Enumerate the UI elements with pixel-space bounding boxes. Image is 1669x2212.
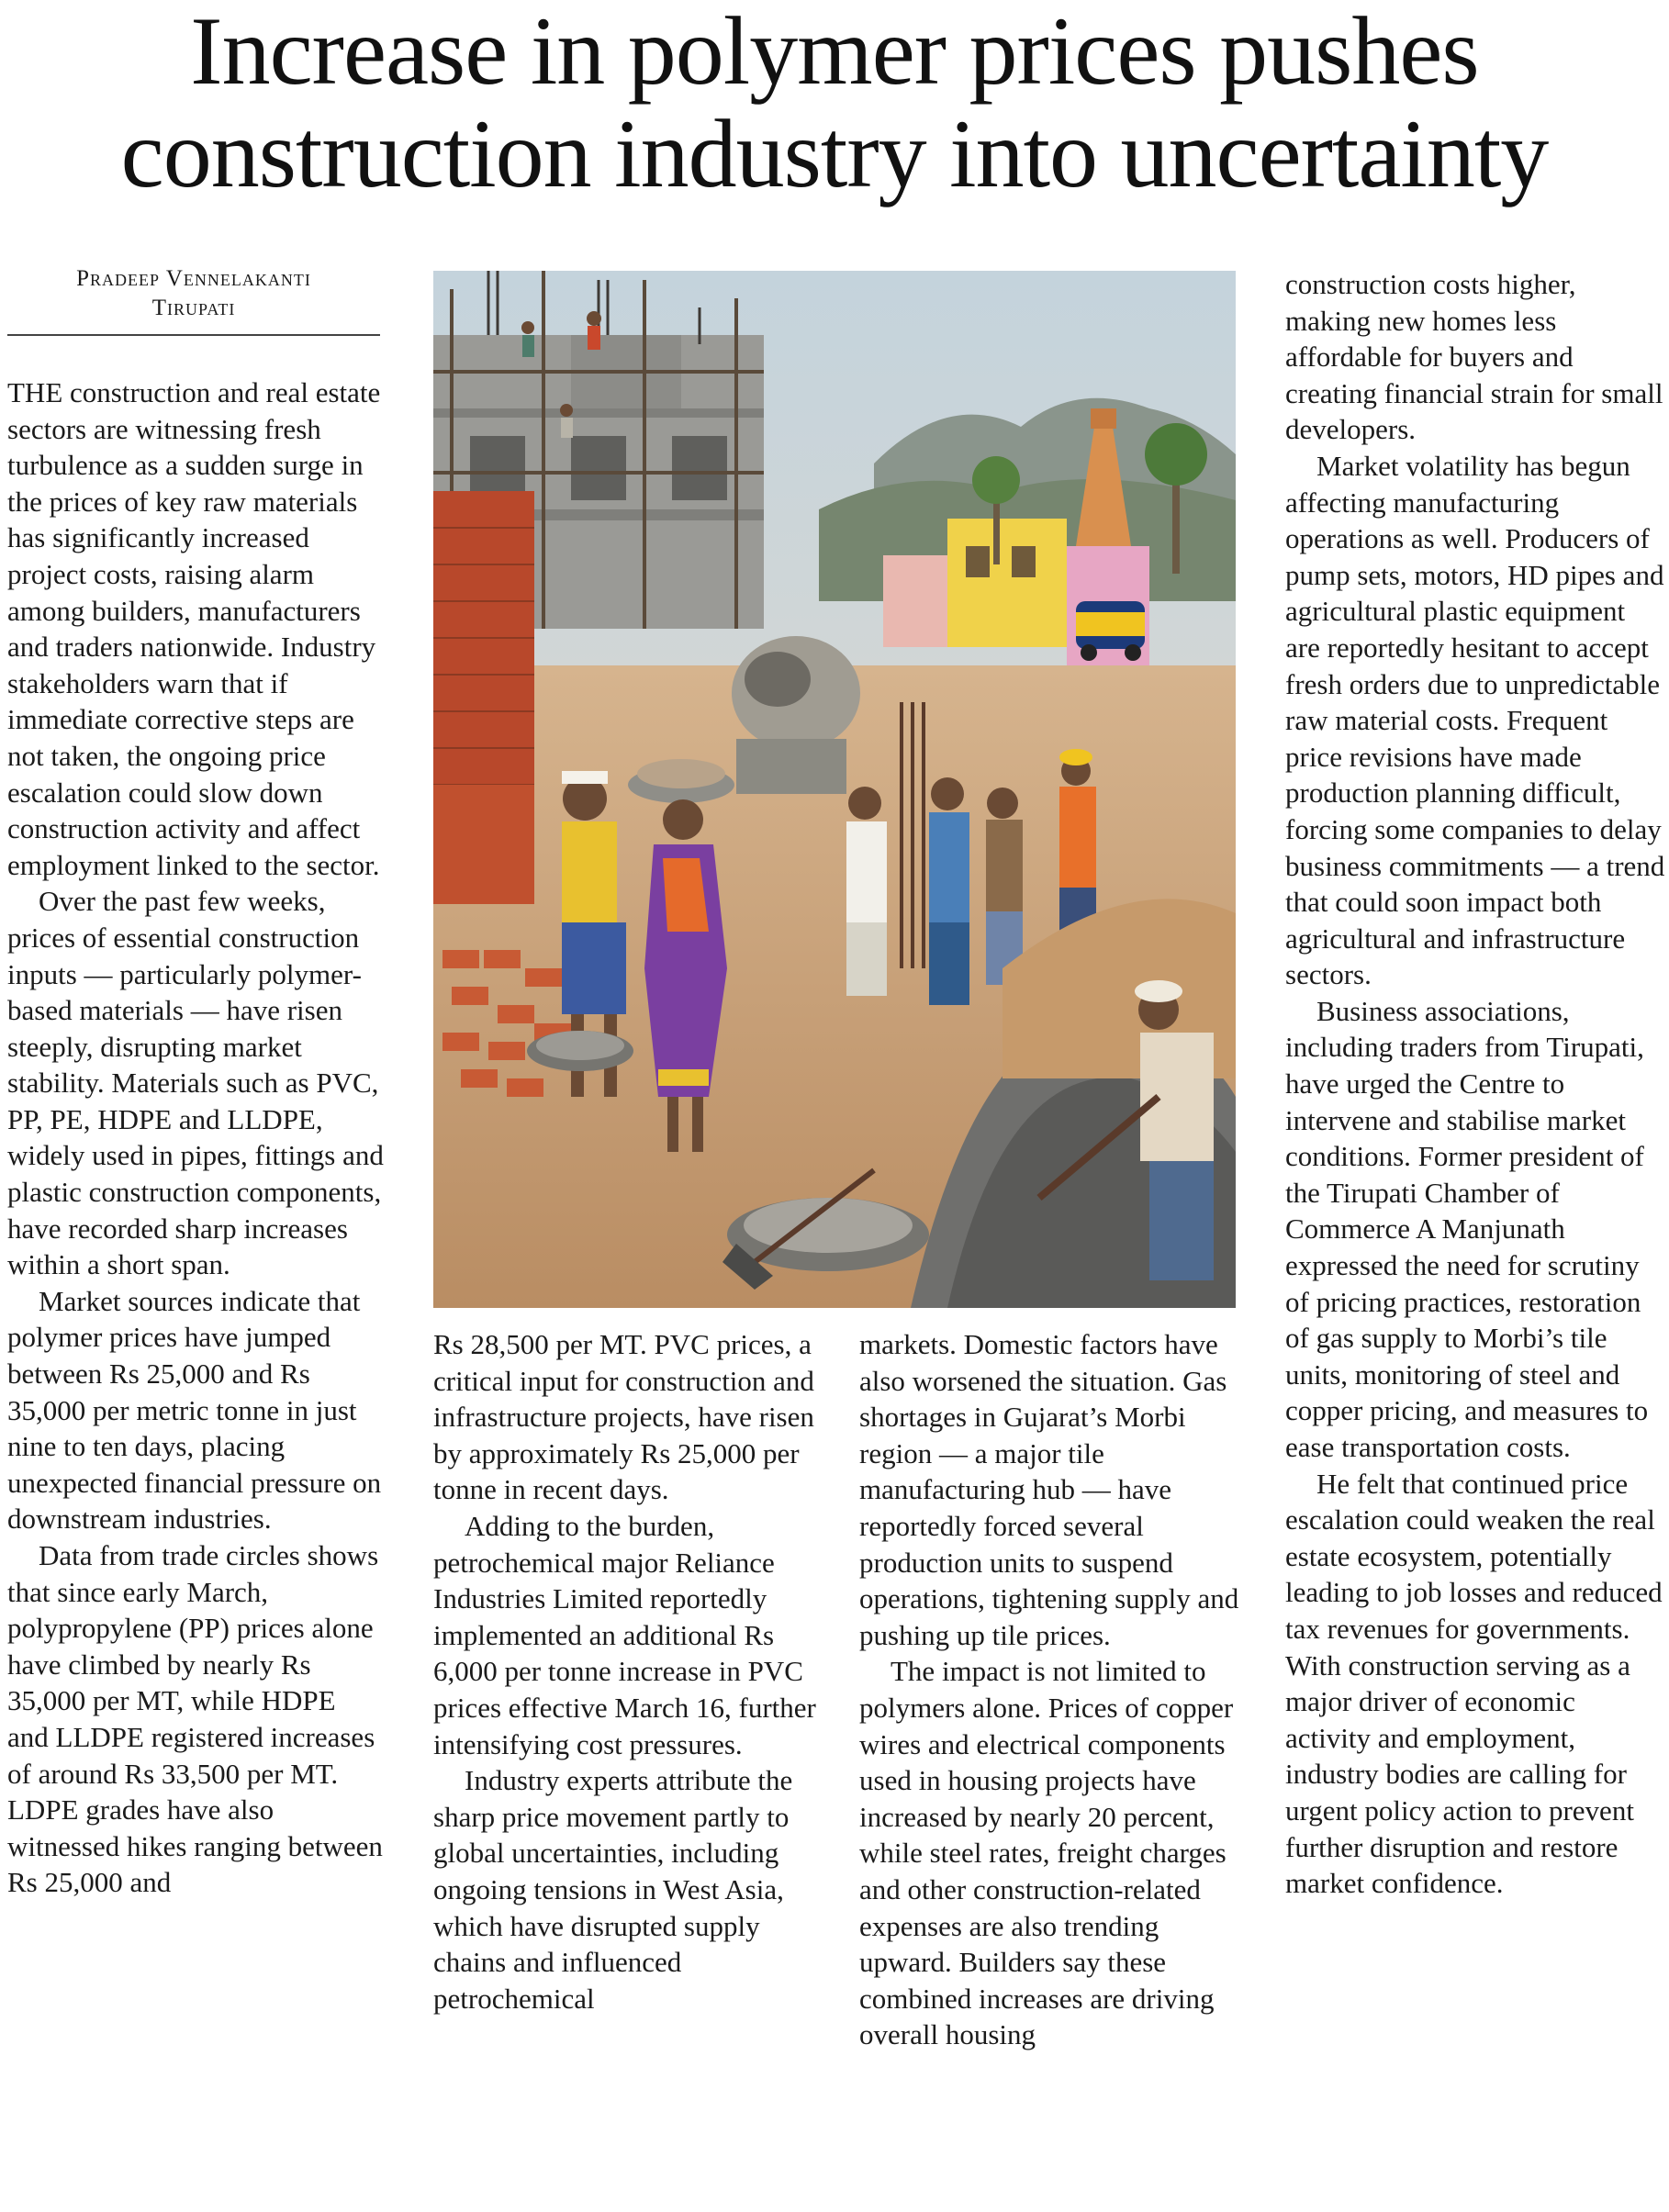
paragraph: Over the past few weeks, prices of essential construction inputs — particularly polymer-based materials — have risen steeply, disrupting market stability. Materials such as PVC, PP, PE, HDPE and LLDPE, widely used in pipes, fittings and plastic construction components, have recorded sharp increases within a short span.: [7, 885, 384, 1281]
column-3: [859, 1326, 1252, 2053]
column-1: [7, 374, 384, 1901]
author-name: Pradeep Vennelakanti: [76, 266, 311, 291]
paragraph: THE construction and real estate sectors are witnessing fresh turbulence as a sudden surge in the prices of key raw materials has significantly increased project costs, raising alarm among builders, manufacturers and traders nationwide. Industry stakeholders warn that if immediate corrective steps are not taken, the ongoing price escalation could slow down construction activity and affect employment linked to the sector.: [7, 376, 381, 881]
construction-site-photo: [433, 271, 1236, 1308]
headline: [9, 0, 1660, 206]
paragraph: The impact is not limited to polymers alone. Prices of copper wires and electrical components used in housing projects have increased by nearly 20 percent, while steel rates, freight charges and other construction-related expenses are also trending upward. Builders say these combined increases are driving overall housing: [859, 1655, 1234, 2051]
dateline: Tirupati: [151, 296, 236, 320]
column-4: [1285, 266, 1665, 1902]
paragraph: Data from trade circles shows that since early March, polypropylene (PP) prices alone have climbed by nearly Rs 35,000 per MT, while HDPE and LLDPE registered increases of around Rs 33,500 per MT. LDPE grades have also witnessed hikes ranging between Rs 25,000 and: [7, 1539, 383, 1899]
headline-line-1: Increase in polymer prices pushes: [190, 0, 1479, 105]
paragraph: Industry experts attribute the sharp price movement partly to global uncertainties, including ongoing tensions in West Asia, which have disrupted supply chains and influenced petrochemical: [433, 1764, 793, 2015]
paragraph: Adding to the burden, petrochemical major Reliance Industries Limited reportedly implemented an additional Rs 6,000 per tonne increase in PVC prices effective March 16, further intensifying cost pressures.: [433, 1509, 816, 1760]
paragraph: construction costs higher, making new homes less affordable for buyers and creating financial strain for small developers.: [1285, 268, 1663, 446]
byline: [7, 264, 380, 336]
paragraph: Business associations, including traders from Tirupati, have urged the Centre to intervene and stabilise market conditions. Former president of the Tirupati Chamber of Commerce A Manjunath expressed the need for scrutiny of pricing practices, restoration of gas supply to Morbi’s tile units, monitoring of steel and copper pricing, and measures to ease transportation costs.: [1285, 994, 1649, 1463]
paragraph: Market volatility has begun affecting manufacturing operations as well. Producers of pump sets, motors, HD pipes and agricultural plastic equipment are reportedly hesitant to accept fresh orders due to unpredictable raw material costs. Frequent price revisions have made production planning difficult, forcing some companies to delay business commitments — a trend that could soon impact both agricultural and infrastructure sectors.: [1285, 449, 1665, 991]
paragraph: markets. Domestic factors have also worsened the situation. Gas shortages in Gujarat’s Morbi region — a major tile manufacturing hub — have reportedly forced several production units to suspend operations, tightening supply and pushing up tile prices.: [859, 1328, 1239, 1651]
column-2: [433, 1326, 826, 2016]
headline-line-2: construction industry into uncertainty: [120, 100, 1549, 207]
paragraph: He felt that continued price escalation could weaken the real estate ecosystem, potentially leading to job losses and reduced tax revenues for governments. With construction serving as a major driver of economic activity and employment, industry bodies are calling for urgent policy action to prevent further disruption and restore market confidence.: [1285, 1467, 1663, 1900]
paragraph: Market sources indicate that polymer prices have jumped between Rs 25,000 and Rs 35,000 per metric tonne in just nine to ten days, placing unexpected financial pressure on downstream industries.: [7, 1284, 382, 1536]
paragraph: Rs 28,500 per MT. PVC prices, a critical input for construction and infrastructure projects, have risen by approximately Rs 25,000 per tonne in recent days.: [433, 1328, 814, 1506]
